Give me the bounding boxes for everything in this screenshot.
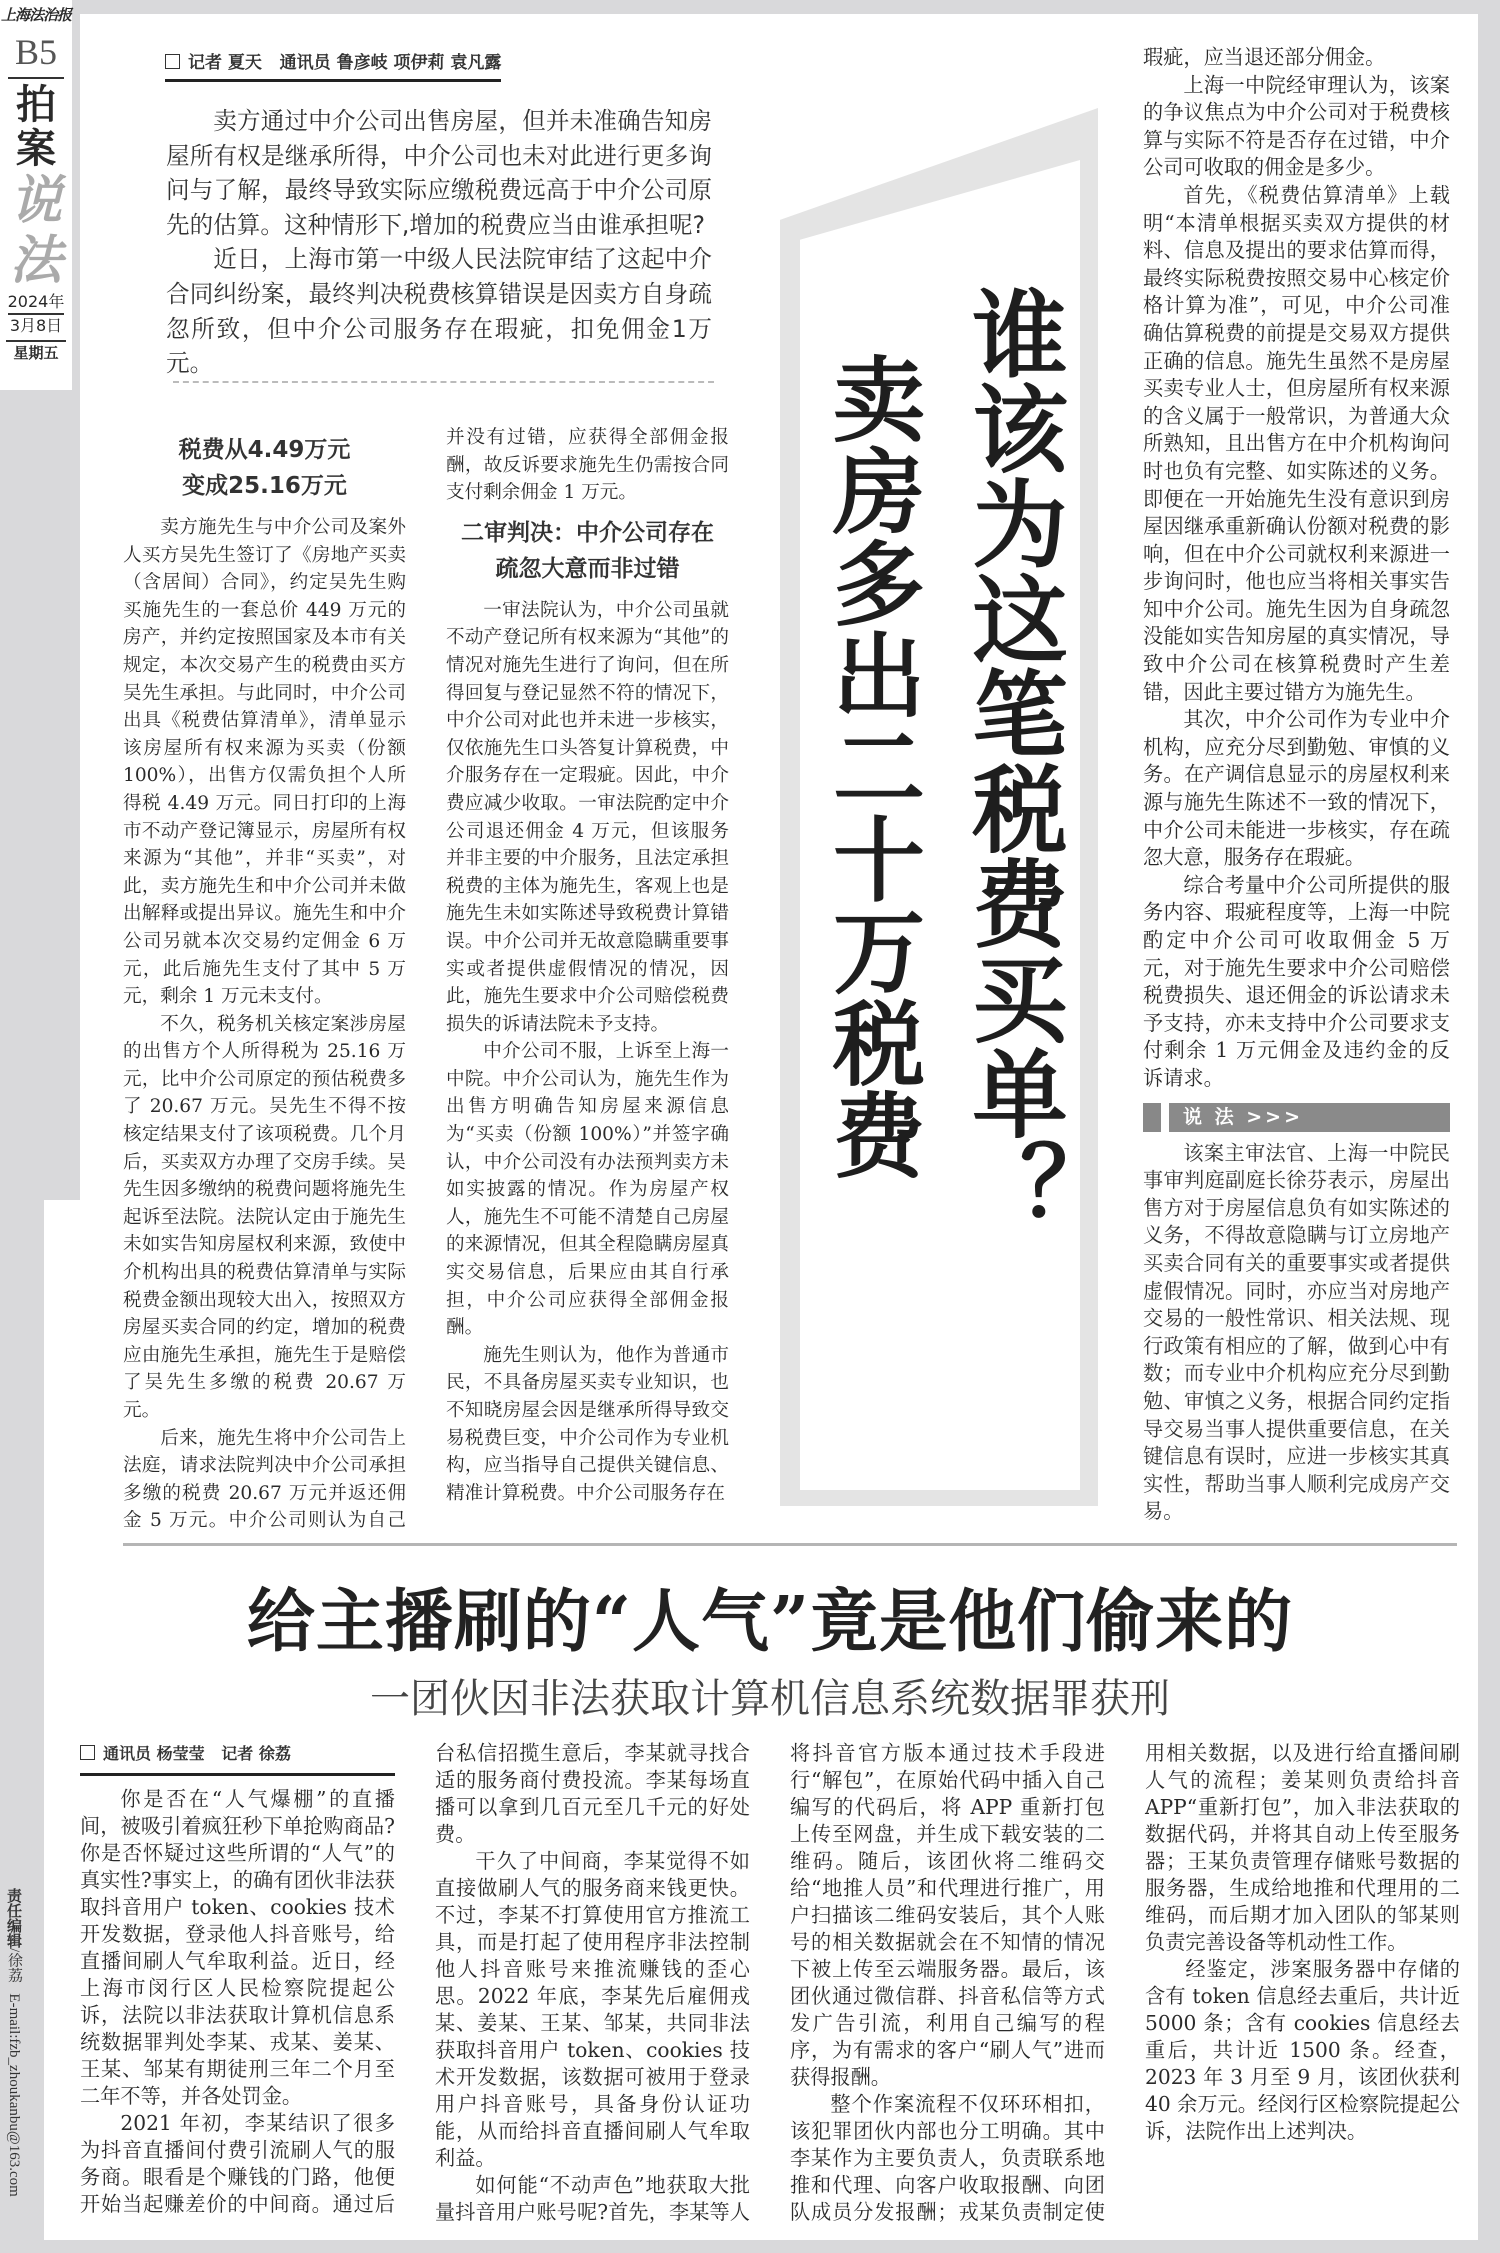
story1-byline — [165, 48, 501, 82]
body-paragraph: 上海一中院经审理认为，该案的争议焦点为中介公司对于税费核算与实际不符是否存在过错，中介公司可收取的佣金是多少。 — [1143, 72, 1450, 180]
editor-name: /徐荔 — [6, 1948, 22, 1983]
body-paragraph: 综合考量中介公司所提供的服务内容、瑕疵程度等，上海一中院酌定中介公司可收取佣金 5 万元，对于施先生要求中介公司赔偿税费损失、退还佣金的诉讼请求未予支持，亦未支持中介公司要求支付剩余 1 万元佣金及违约金的反诉请求。 — [1143, 872, 1450, 1090]
intro-paragraph: 卖方通过中介公司出售房屋，但并未准确告知房屋所有权是继承所得，中介公司也未对此进行更多询问与了解，最终导致实际应缴税费远高于中介公司原先的估算。这种情形下,增加的税费应当由谁承担呢? — [166, 107, 712, 239]
story1-headline: 谁该为这笔税费买单？ — [957, 285, 1068, 1235]
byline-box-icon — [165, 54, 180, 69]
subhead-line: 变成25.16万元 — [182, 473, 347, 499]
subhead-line: 疏忽大意而非过错 — [495, 555, 680, 582]
commentary-marker — [1143, 1103, 1161, 1132]
commentary-label: 说 法 >>> — [1169, 1103, 1450, 1132]
byline-text: 通讯员 杨莹莹 记者 徐荔 — [103, 1744, 291, 1763]
subhead-2 — [446, 515, 729, 587]
section-char: 法 — [9, 230, 62, 291]
body-paragraph: 首先，《税费估算清单》上载明“本清单根据买卖双方提供的材料、信息及提出的要求估算而得，最终实际税费按照交易中心核定价格计算为准”，可见，中介公司准确估算税费的前提是交易双方提供正确的信息。施先生虽然不是房屋买卖专业人士，但房屋所有权来源的含义属于一般常识，为普通大众所熟知，且出售方在中介机构询问时也负有完整、如实陈述的义务。即便在一开始施先生没有意识到房屋因继承重新确认份额对税费的影响，但在中介公司就权利来源进一步询问时，他也应当将相关事实告知中介公司。施先生因为自身疏忽没能如实告知房屋的真实情况，导致中介公司在核算税费时产生差错，因此主要过错方为施先生。 — [1143, 182, 1450, 704]
body-paragraph: 整个作案流程不仅环环相扣，该犯罪团伙内部也分工明确。其中李某作为主要负责人，负责联系地推和代理、向客户收取报酬、向团队成员分发报酬；戎某负责制定使用相关数据，以及进行给直播间刷人气的流程；姜某则负责给抖音 APP“重新打包”，加入非法获取的数据代码，并将其自动上传至服务器；王某负责管理存储账号数据的服务器，生成给地推和代理用的二维码，而后期才加入团队的邹某则负责完善设备等机动性工作。 — [790, 1741, 1460, 2224]
divider — [8, 77, 64, 79]
commentary-header — [1143, 1103, 1450, 1132]
section-char: 说 — [9, 170, 62, 231]
body-paragraph: 经鉴定，涉案服务器中存储的含有 token 信息经去重后，共计近 5000 条；含有 cookies 信息经去重后，共计近 1500 条。经查，2023 年 3 月至 9 月，该团伙获利 40 余万元。经闵行区检察院提起公诉，法院作出上述判决。 — [1145, 1957, 1460, 2143]
byline-text: 记者 夏天 通讯员 鲁彦岐 项伊莉 袁凡露 — [188, 53, 502, 73]
masthead — [0, 0, 72, 390]
intro-paragraph: 近日，上海市第一中级人民法院审结了这起中介合同纠纷案，最终判决税费核算错误是因卖方自身疏忽所致，但中介公司服务存在瑕疵，扣免佣金1万元。 — [166, 245, 712, 378]
body-paragraph: 后来，施先生将中介公司告上法庭，请求法院判决中介公司承担多缴的税费 20.67 万元并返还佣金 5 万元。中介公司则认为自己并没有过错，应获得全部佣金报酬，故反诉要求施先生仍需按合同支付剩余佣金 1 万元。 — [123, 427, 729, 1532]
body-paragraph: 不久，税务机关核定案涉房屋的出售方个人所得税为 25.16 万元，比中介公司原定的预估税费多了 20.67 万元。吴先生不得不按核定结果支付了该项税费。几个月后，买卖双方办理了交房手续。吴先生因多缴纳的税费问题将施先生起诉至法院。法院认定由于施先生未如实告知房屋权利来源，致使中介机构出具的税费估算清单与实际税费金额出现较大出入，按照双方房屋买卖合同的约定，增加的税费应由施先生承担，施先生于是赔偿了吴先生多缴的税费 20.67 万元。 — [123, 1013, 406, 1421]
body-paragraph: 2021 年初，李某结识了很多为抖音直播间付费引流刷人气的服务商。眼看是个赚钱的门路，他便开始当起赚差价的中间商。通过后台私信招揽生意后，李某就寻找合适的服务商付费投流。李某每场直播可以拿到几百元至几千元的好处费。 — [80, 1741, 750, 2216]
issue-date: 3月8日 — [8, 313, 64, 337]
editor-email: E-mail:fzb_zhoukanbu@163.com — [6, 1993, 22, 2197]
story2-body-columns — [80, 1740, 1460, 2226]
commentary-body — [1143, 1140, 1450, 1526]
story1-body-columns — [123, 424, 729, 1535]
dotted-divider — [173, 381, 714, 383]
body-paragraph: 其次，中介公司作为专业中介机构，应充分尽到勤勉、审慎的义务。在产调信息显示的房屋权利来源与施先生陈述不一致的情况下，中介公司未能进一步核实，存在疏忽大意，服务存在瑕疵。 — [1143, 707, 1450, 870]
byline-box-icon — [80, 1745, 95, 1760]
page-number: B5 — [14, 32, 57, 72]
body-paragraph: 施先生则认为，他作为普通市民，不具备房屋买卖专业知识，也不知晓房屋会因是继承所得导致交易税费巨变，中介公司作为专业机构，应当指导自己提供关键信息、精准计算税费。中介公司服务存在 — [446, 1344, 729, 1504]
body-paragraph: 一审法院认为，中介公司虽就不动产登记所有权来源为“其他”的情况对施先生进行了询问，但在所得回复与登记显然不符的情况下，中介公司对此也并未进一步核实，仅依施先生口头答复计算税费，中介服务存在一定瑕疵。因此，中介费应减少收取。一审法院酌定中介公司退还佣金 4 万元，但该服务并非主要的中介服务，且法定承担税费的主体为施先生，客观上也是施先生未如实陈述导致税费计算错误。中介公司并无故意隐瞒重要事实或者提供虚假情况的情况，因此，施先生要求中介公司赔偿税费损失的诉请法院未予支持。 — [446, 599, 729, 1035]
body-paragraph: 卖方施先生与中介公司及案外人买方吴先生签订了《房地产买卖（含居间）合同》，约定吴先生购买施先生的一套总价 449 万元的房产，并约定按照国家及本市有关规定，本次交易产生的税费由买方吴先生承担。与此同时，中介公司出具《税费估算清单》，清单显示该房屋所有权来源为买卖（份额 100%），出售方仅需负担个人所得税 4.49 万元。同日打印的上海市不动产登记簿显示，房屋所有权来源为“其他”，并非“买卖”，对此，卖方施先生和中介公司并未做出解释或提出异议。施先生和中介公司另就本次交易约定佣金 6 万元，此后施先生支付了其中 5 万元，剩余 1 万元未支付。 — [123, 517, 406, 1008]
story2-byline — [80, 1740, 395, 1776]
body-paragraph: 瑕疵，应当退还部分佣金。 — [1143, 45, 1386, 69]
story-divider — [123, 1543, 1457, 1546]
body-paragraph: 如何能“不动声色”地获取大批量抖音用户账号呢?首先，李某等人将抖音官方版本通过技术手段进行“解包”，在原始代码中插入自己编写的代码后，将 APP 重新打包上传至网盘，并生成下载安装的二维码。随后，该团伙将二维码交给“地推人员”和代理进行推广，用户扫描该二维码安装后，其个人账号的相关数据就会在不知情的情况下被上传至云端服务器。最后，该团伙通过微信群、抖音私信等方式发广告引流，利用自己编写的程序，为有需求的客户“刷人气”进而获得报酬。 — [435, 1741, 1105, 2224]
subhead-1 — [123, 432, 406, 504]
subhead-line: 二审判决：中介公司存在 — [461, 519, 714, 546]
editor-label: 责任编辑 — [5, 1888, 23, 1948]
story1-right-column — [1143, 44, 1450, 1526]
body-paragraph: 你是否在“人气爆棚”的直播间，被吸引着疯狂秒下单抢购商品?你是否怀疑过这些所谓的“人气”的真实性?事实上，的确有团伙非法获取抖音用户 token、cookies 技术开发数据，登录他人抖音账号，给直播间刷人气牟取利益。近日，经上海市闵行区人民检察院提起公诉，法院以非法获取计算机信息系统数据罪判处李某、戎某、姜某、王某、邹某有期徒刑三年二个月至二年不等，并各处罚金。 — [80, 1787, 395, 2108]
body-paragraph: 干久了中间商，李某觉得不如直接做刷人气的服务商来钱更快。不过，李某不打算使用官方推流工具，而是打起了使用程序非法控制他人抖音账号来推流赚钱的歪心思。2022 年底，李某先后雇佣戎某、姜某、王某、邹某，共同非法获取抖音用户 token、cookies 技术开发数据，该数据可被用于登录用户抖音账号，具备身份认证功能，从而给抖音直播间刷人气牟取利益。 — [435, 1849, 750, 2170]
commentary-paragraph: 该案主审法官、上海一中院民事审判庭副庭长徐芬表示，房屋出售方对于房屋信息负有如实陈述的义务，不得故意隐瞒与订立房地产买卖合同有关的重要事实或者提供虚假情况。同时，亦应当对房地产交易的一般性常识、相关法规、现行政策有相应的了解，做到心中有数；而专业中介机构应充分尽到勤勉、审慎之义务，根据合同约定指导交易当事人提供重要信息，在关键信息有误时，应进一步核实其真实性，帮助当事人顺利完成房产交易。 — [1143, 1140, 1450, 1524]
section-char: 案 — [16, 126, 56, 172]
issue-weekday: 星期五 — [6, 340, 66, 363]
body-paragraph: 中介公司不服，上诉至上海一中院。中介公司认为，施先生作为出售方明确告知房屋来源信息为“买卖（份额 100%）”并签字确认，中介公司没有办法预判卖方未如实披露的情况。作为房屋产权人，施先生不可能不清楚自己房屋的来源情况，但其全程隐瞒房屋真实交易信息，后果应由其自行承担，中介公司应获得全部佣金报酬。 — [446, 1041, 729, 1339]
story1-headline-secondary: 卖房多出二十万税费 — [818, 352, 926, 1180]
story2-subheadline: 一团伙因非法获取计算机信息系统数据罪获刑 — [370, 1676, 1170, 1722]
newspaper-logo: 上海法治报 — [0, 6, 71, 24]
story1-intro — [166, 104, 712, 381]
editor-credit — [4, 1888, 25, 2197]
section-char: 拍 — [16, 82, 56, 128]
story2-headline: 给主播刷的“人气”竟是他们偷来的 — [246, 1582, 1294, 1662]
subhead-line: 税费从4.49万元 — [178, 437, 351, 463]
issue-year: 2024年 — [7, 292, 65, 311]
